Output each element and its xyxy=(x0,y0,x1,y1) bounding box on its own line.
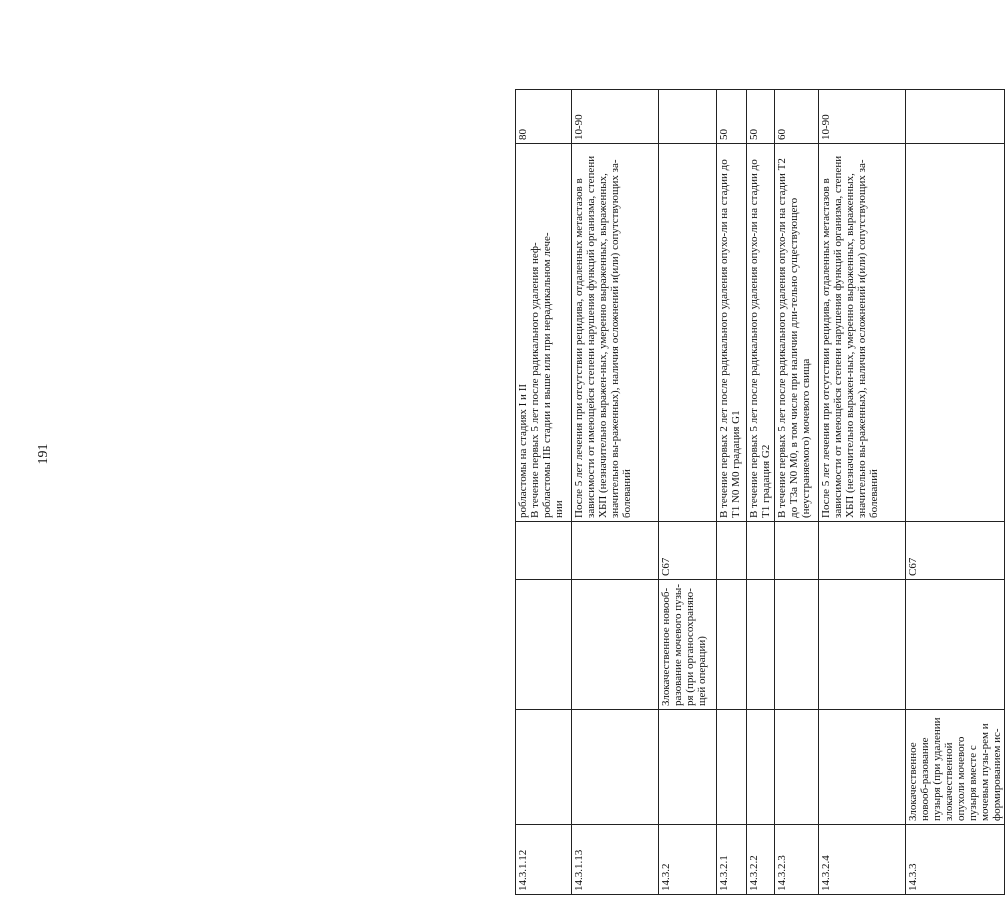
description-cell: После 5 лет лечения при отсутствии рецидива, отдаленных метастазов в зависимости от имеющейся степени нарушения функций организма, степени ХБП (незначительно выражен-ных, умеренно выраженных, выраженных, значительно вы-раженных), наличия осложнений и(или) сопутствующих за-болеваний xyxy=(819,144,906,522)
row-code: 14.3.2.1 xyxy=(717,825,747,895)
icd-code xyxy=(717,522,747,580)
table-row xyxy=(819,90,906,895)
condition-cell xyxy=(747,580,775,710)
icd-code xyxy=(775,522,819,580)
percent-cell: 80 xyxy=(516,90,572,144)
percent-cell: 60 xyxy=(775,90,819,144)
icd-code xyxy=(572,522,659,580)
classification-table xyxy=(515,89,1005,895)
percent-cell: 50 xyxy=(747,90,775,144)
icd-code xyxy=(819,522,906,580)
description-cell: В течение первых 5 лет после радикального удаления опухо-ли на стадии до T1 градация G2 xyxy=(747,144,775,522)
condition-cell: Злокачественное новооб-разование мочевого пузы-ря (при органосохраняю-щей операции) xyxy=(659,580,717,710)
icd-code xyxy=(747,522,775,580)
condition-cell xyxy=(516,580,572,710)
condition-cell: Злокачественное новооб-разование пузыря (при удалении злокачественной опухоли мочевого пузыря вместе с мочевым пузы-рем и формированием ис- xyxy=(906,710,1005,825)
condition-cell xyxy=(775,580,819,710)
icd-code: C67 xyxy=(906,522,1005,580)
row-code: 14.3.2.3 xyxy=(775,825,819,895)
row-code: 14.3.2 xyxy=(659,825,717,895)
row-code: 14.3.1.13 xyxy=(572,825,659,895)
row-code: 14.3.2.2 xyxy=(747,825,775,895)
rotated-table-wrapper xyxy=(515,90,1003,895)
table-row xyxy=(747,90,775,895)
condition-cell xyxy=(747,710,775,825)
percent-cell: 10-90 xyxy=(819,90,906,144)
condition-cell xyxy=(659,710,717,825)
condition-cell xyxy=(819,710,906,825)
row-code: 14.3.1.12 xyxy=(516,825,572,895)
table-row xyxy=(516,90,572,895)
percent-cell: 10-90 xyxy=(572,90,659,144)
row-code: 14.3.3 xyxy=(906,825,1005,895)
condition-cell xyxy=(516,710,572,825)
condition-cell xyxy=(717,580,747,710)
description-cell: В течение первых 5 лет после радикального удаления опухо-ли на стадии T2 до T3a N0 M0, в том числе при наличии дли-тельно существующего (неустраняемого) мочевого свища xyxy=(775,144,819,522)
percent-cell xyxy=(659,90,717,144)
condition-cell xyxy=(906,580,1005,710)
condition-cell xyxy=(572,710,659,825)
table-row xyxy=(775,90,819,895)
table-row xyxy=(572,90,659,895)
description-cell xyxy=(906,144,1005,522)
condition-cell xyxy=(572,580,659,710)
description-cell xyxy=(516,144,572,522)
table-row xyxy=(659,90,717,895)
page-number: 191 xyxy=(36,443,51,465)
table-row xyxy=(717,90,747,895)
table-row xyxy=(906,90,1005,895)
row-code: 14.3.2.4 xyxy=(819,825,906,895)
condition-cell xyxy=(775,710,819,825)
percent-cell: 50 xyxy=(717,90,747,144)
percent-cell xyxy=(906,90,1005,144)
description-cell: В течение первых 2 лет после радикального удаления опухо-ли на стадии до T1 N0 M0 градация G1 xyxy=(717,144,747,522)
icd-code: C67 xyxy=(659,522,717,580)
icd-code xyxy=(516,522,572,580)
description-line: роблaстомы на стадиях I и II В течение первых 5 лет после радикального удаления неф- робластомы IIБ стадии и выше или при нерадикальном лече- нии xyxy=(517,232,565,518)
condition-cell xyxy=(819,580,906,710)
description-cell xyxy=(659,144,717,522)
condition-cell xyxy=(717,710,747,825)
description-cell: После 5 лет лечения при отсутствии рецидива, отдаленных метастазов в зависимости от имеющейся степени нарушения функций организма, степени ХБП (незначительно выражен-ных, умеренно выраженных, выраженных, значительно вы-раженных), наличия осложнений и(или) сопутствующих за-болеваний xyxy=(572,144,659,522)
